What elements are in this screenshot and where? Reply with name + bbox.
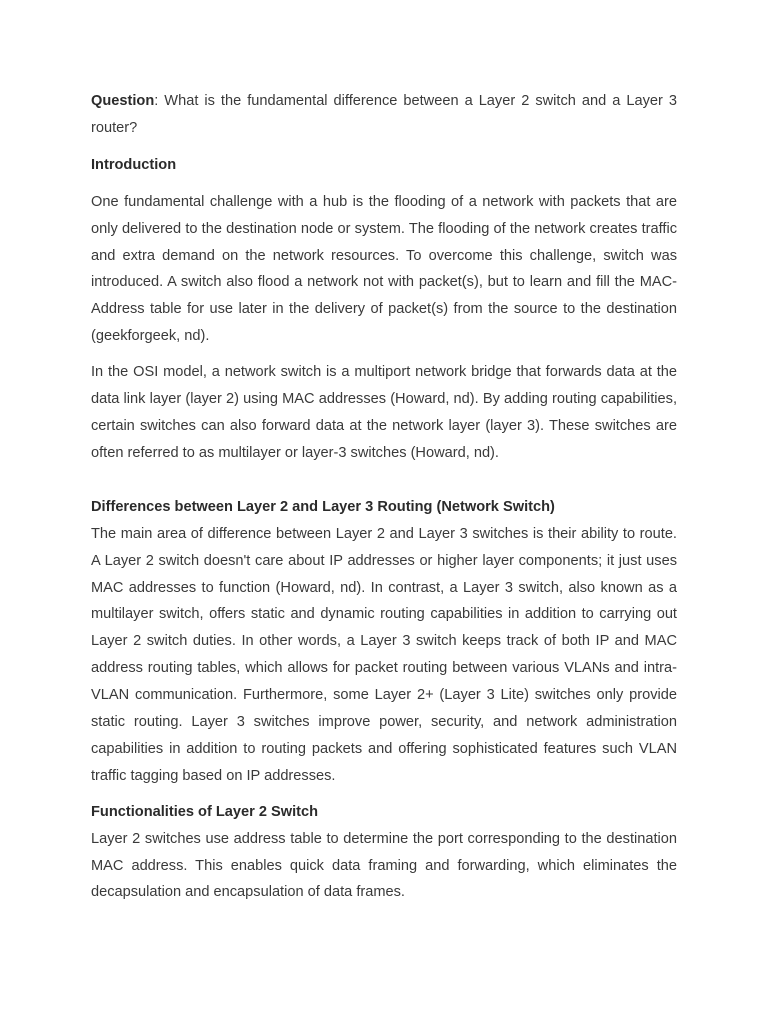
layer2-paragraph-1: Layer 2 switches use address table to determine the port corresponding to the destination MAC address. This enables quick data framing and forwarding, which eliminates the decapsulation and encapsulation of data frames. bbox=[91, 830, 677, 901]
question-paragraph bbox=[91, 88, 677, 142]
question-text: : What is the fundamental difference between a Layer 2 switch and a Layer 3 router? bbox=[91, 93, 677, 136]
introduction-heading: Introduction bbox=[91, 156, 177, 173]
differences-heading: Differences between Layer 2 and Layer 3 Routing (Network Switch) bbox=[91, 498, 555, 515]
differences-paragraph-1: The main area of difference between Layer 2 and Layer 3 switches is their ability to route. A Layer 2 switch doesn't care about IP addresses or higher layer components; it just uses MAC addresses to function (Howard, nd). In contrast, a Layer 3 switch, also known as a multilayer switch, offers static and dynamic routing capabilities in addition to carrying out Layer 2 switch duties. In other words, a Layer 3 switch keeps track of both IP and MAC address routing tables, which allows for packet routing between various VLANs and intra-VLAN communication. Furthermore, some Layer 2+ (Layer 3 Lite) switches only provide static routing. Layer 3 switches improve power, security, and network administration capabilities in addition to routing packets and offering sophisticated features such VLAN traffic tagging based on IP addresses. bbox=[91, 525, 677, 784]
layer2-heading: Functionalities of Layer 2 Switch bbox=[91, 803, 319, 820]
document-page bbox=[91, 88, 677, 906]
question-label: Question bbox=[91, 93, 155, 109]
introduction-paragraph-1: One fundamental challenge with a hub is the flooding of a network with packets that are only delivered to the destination node or system. The flooding of the network creates traffic and extra demand on the network resources. To overcome this challenge, switch was introduced. A switch also flood a network not with packet(s), but to learn and fill the MAC-Address table for use later in the delivery of packet(s) from the source to the destination (geekforgeek, nd). bbox=[91, 193, 677, 345]
introduction-paragraph-2: In the OSI model, a network switch is a multiport network bridge that forwards data at the data link layer (layer 2) using MAC addresses (Howard, nd). By adding routing capabilities, certain switches can also forward data at the network layer (layer 3). These switches are often referred to as multilayer or layer-3 switches (Howard, nd). bbox=[91, 364, 677, 461]
